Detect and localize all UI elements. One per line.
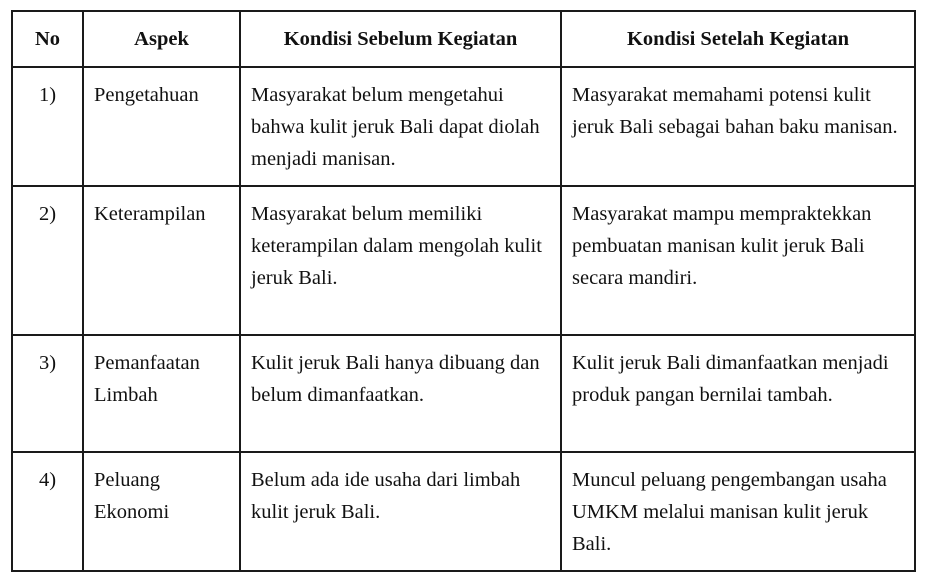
- cell-aspek: Peluang Ekonomi: [83, 452, 240, 571]
- header-aspek: Aspek: [83, 11, 240, 67]
- cell-no: 4): [12, 452, 83, 571]
- cell-setelah: Masyarakat memahami potensi kulit jeruk Bali sebagai bahan baku manisan.: [561, 67, 915, 186]
- comparison-table: [11, 10, 916, 572]
- cell-sebelum: Masyarakat belum mengetahui bahwa kulit jeruk Bali dapat diolah menjadi manisan.: [240, 67, 561, 186]
- cell-setelah: Masyarakat mampu mempraktekkan pembuatan manisan kulit jeruk Bali secara mandiri.: [561, 186, 915, 335]
- header-kondisi-sebelum: Kondisi Sebelum Kegiatan: [240, 11, 561, 67]
- cell-aspek: Keterampilan: [83, 186, 240, 335]
- cell-sebelum: Kulit jeruk Bali hanya dibuang dan belum dimanfaatkan.: [240, 335, 561, 452]
- table-row: [12, 186, 915, 335]
- cell-sebelum: Belum ada ide usaha dari limbah kulit jeruk Bali.: [240, 452, 561, 571]
- cell-setelah: Kulit jeruk Bali dimanfaatkan menjadi produk pangan bernilai tambah.: [561, 335, 915, 452]
- cell-setelah: Muncul peluang pengembangan usaha UMKM melalui manisan kulit jeruk Bali.: [561, 452, 915, 571]
- cell-no: 1): [12, 67, 83, 186]
- header-row: [12, 11, 915, 67]
- table-row: [12, 335, 915, 452]
- cell-aspek: Pemanfaatan Limbah: [83, 335, 240, 452]
- cell-no: 3): [12, 335, 83, 452]
- cell-aspek: Pengetahuan: [83, 67, 240, 186]
- table-row: [12, 67, 915, 186]
- table-header: [12, 11, 915, 67]
- cell-no: 2): [12, 186, 83, 335]
- header-kondisi-setelah: Kondisi Setelah Kegiatan: [561, 11, 915, 67]
- table-body: [12, 67, 915, 571]
- header-no: No: [12, 11, 83, 67]
- table-row: [12, 452, 915, 571]
- cell-sebelum: Masyarakat belum memiliki keterampilan dalam mengolah kulit jeruk Bali.: [240, 186, 561, 335]
